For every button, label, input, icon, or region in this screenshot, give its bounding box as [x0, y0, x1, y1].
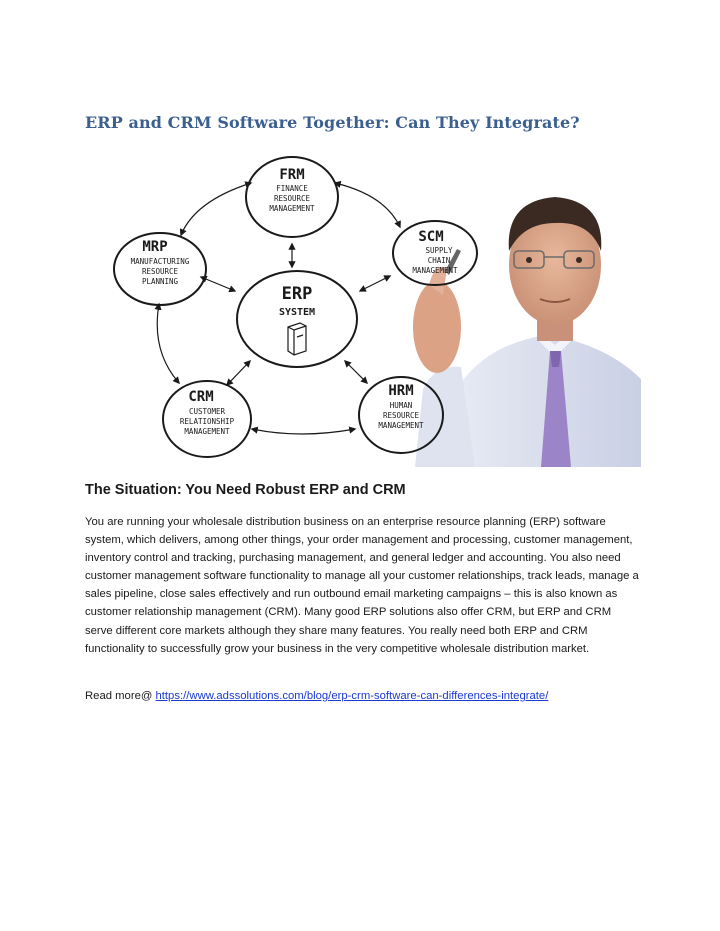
section-heading: The Situation: You Need Robust ERP and CRM — [85, 482, 406, 498]
scm-line-1: SUPPLY — [425, 246, 453, 255]
crm-node — [163, 381, 251, 457]
erp-diagram — [85, 139, 641, 467]
scm-line-2: CHAIN — [427, 256, 451, 265]
crm-line-3: MANAGEMENT — [184, 427, 230, 436]
frm-line-2: RESOURCE — [273, 194, 311, 203]
crm-line-2: RELATIONSHIP — [179, 417, 235, 426]
body-paragraph: You are running your wholesale distribution business on an enterprise resource planning (ERP) software system, which delivers, among other things, your order management and processing, customer management, inventory control and tracking, purchasing management, and general ledger and accounting. You also need customer management software functionality to manage all your customer relationships, track leads, manage a sales pipeline, close sales effectively and run outbound email marketing campaigns – this is also known as customer relationship management (CRM). Many good ERP solutions also offer CRM, but ERP and CRM serve different core markets although they share many features. You really need both ERP and CRM functionality to successfully grow your business in the very competitive wholesale distribution market. — [85, 516, 639, 655]
erp-center-title: ERP — [281, 284, 313, 304]
erp-center-node — [237, 271, 357, 367]
read-more-label: Read more@ — [85, 690, 153, 702]
server-icon — [288, 323, 306, 355]
hrm-line-2: RESOURCE — [382, 411, 420, 420]
scm-line-3: MANAGEMENT — [412, 266, 458, 275]
hrm-line-1: HUMAN — [389, 401, 413, 410]
erp-diagram-photo — [85, 139, 641, 467]
mrp-line-3: PLANNING — [141, 277, 179, 286]
mrp-title: MRP — [142, 239, 168, 255]
frm-title: FRM — [279, 167, 305, 183]
hrm-line-3: MANAGEMENT — [378, 421, 424, 430]
businessman-photo — [413, 197, 641, 467]
erp-center-subtitle: SYSTEM — [278, 307, 316, 318]
frm-line-3: MANAGEMENT — [269, 204, 315, 213]
hrm-title: HRM — [388, 383, 414, 399]
mrp-line-1: MANUFACTURING — [130, 257, 190, 266]
frm-node — [246, 157, 338, 237]
frm-line-1: FINANCE — [276, 184, 308, 193]
read-more-link[interactable]: https://www.adssolutions.com/blog/erp-crm-software-can-differences-integrate/ — [155, 690, 549, 702]
read-more-line — [85, 690, 548, 702]
mrp-line-2: RESOURCE — [141, 267, 179, 276]
scm-title: SCM — [418, 229, 444, 245]
document-title: ERP and CRM Software Together: Can They Integrate? — [85, 113, 580, 132]
crm-title: CRM — [188, 389, 214, 405]
crm-line-1: CUSTOMER — [188, 407, 226, 416]
mrp-node — [114, 233, 206, 305]
